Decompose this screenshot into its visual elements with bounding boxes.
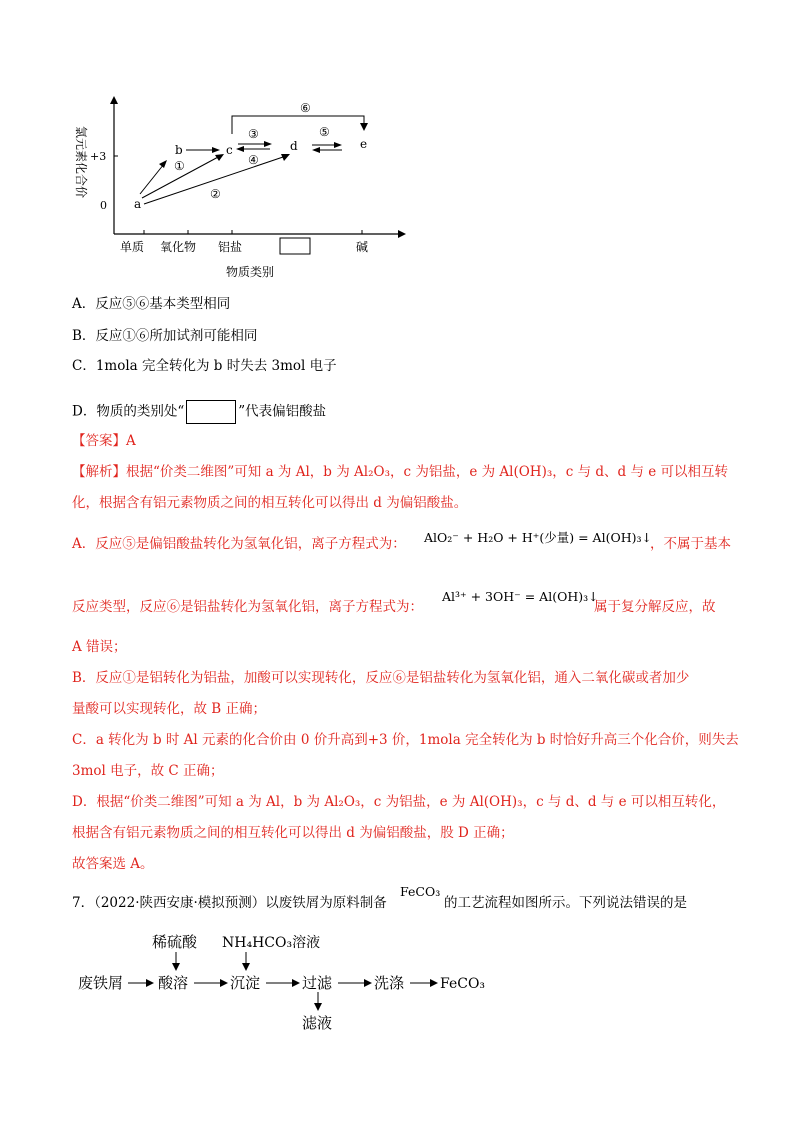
arrow-b-c-head — [212, 147, 220, 153]
x-tick-al-salt: 铝盐 — [218, 240, 243, 254]
analysis-b1: B．反应①是铝转化为铝盐，加酸可以实现转化，反应⑥是铝盐转化为氢氧化铝，通入二氧化碳或者加少 — [72, 670, 690, 686]
flow-arrow-1-head — [146, 979, 154, 987]
option-a: A．反应⑤⑥基本类型相同 — [72, 296, 231, 312]
flow-arrow-2-head — [220, 979, 228, 987]
option-b: B．反应①⑥所加试剂可能相同 — [72, 328, 258, 344]
flow-arrow-4-head — [364, 979, 372, 987]
analysis-c1: C．a 转化为 b 时 Al 元素的化合价由 0 价升高到+3 价，1mola 完全转化为 b 时恰好升高三个化合价，则失去 — [72, 732, 739, 748]
flow-filtrate: 滤液 — [302, 1014, 333, 1032]
x-tick-oxide: 氧化物 — [160, 240, 197, 254]
flow-step-acid-dissolve: 酸溶 — [158, 974, 189, 992]
arrow-c-e-head — [360, 123, 368, 131]
option-d — [72, 400, 326, 424]
analysis-c2: 3mol 电子，故 C 正确； — [72, 763, 224, 779]
point-a: a — [134, 197, 142, 211]
analysis-b2: 量酸可以实现转化，故 B 正确； — [72, 701, 267, 717]
analysis-a-suffix: ，不属于基本 — [650, 536, 731, 552]
x-tick-elemental: 单质 — [120, 240, 145, 254]
reaction-label-6: ⑥ — [300, 101, 311, 115]
x-tick-base: 碱 — [356, 240, 369, 254]
flow-step-scrap-iron: 废铁屑 — [78, 974, 124, 992]
flow-reagent-1: 稀硫酸 — [152, 933, 198, 951]
arrow-d-e-head — [334, 142, 342, 148]
reaction-label-2: ② — [210, 187, 221, 201]
flow-step-product: FeCO₃ — [440, 976, 486, 992]
analysis-a3: A 错误； — [72, 639, 127, 655]
x-tick-blank-box — [280, 238, 310, 254]
option-d-suffix: ”代表偏铝酸盐 — [238, 403, 327, 420]
flow-reagent-2: NH₄HCO₃溶液 — [222, 935, 321, 951]
flow-arrow-reagent-1-head — [172, 963, 180, 971]
flow-step-precipitate: 沉淀 — [230, 974, 261, 992]
flow-arrow-3-head — [292, 979, 300, 987]
answer: 【答案】A — [72, 433, 136, 449]
arrow-a-b — [140, 164, 164, 194]
analysis-line-2: 化，根据含有铝元素物质之间的相互转化可以得出 d 为偏铝酸盐。 — [72, 495, 468, 511]
formula-alo2-reaction: AlO₂⁻ + H₂O + H⁺(少量) = Al(OH)₃↓ — [424, 530, 652, 545]
point-c: c — [226, 143, 233, 157]
reaction-label-1: ① — [174, 159, 185, 173]
point-e: e — [360, 137, 368, 151]
reaction-label-4: ④ — [248, 153, 259, 167]
analysis-a2-prefix: 反应类型，反应⑥是铝盐转化为氢氧化铝，离子方程式为： — [72, 599, 423, 615]
y-axis-label: 氯元素化合价 — [74, 126, 88, 199]
y-axis-arrow — [110, 96, 118, 104]
formula-al3-reaction: Al³⁺ + 3OH⁻ = Al(OH)₃↓ — [442, 589, 599, 604]
point-d: d — [290, 139, 298, 153]
flow-arrow-5-head — [430, 979, 438, 987]
y-tick-plus3: +3 — [90, 150, 107, 163]
q7-stem-suffix: 的工艺流程如图所示。下列说法错误的是 — [444, 895, 687, 911]
analysis-a2-suffix: 属于复分解反应，故 — [594, 599, 716, 615]
x-axis-arrow — [398, 230, 406, 238]
flow-arrow-reagent-2-head — [242, 963, 250, 971]
arrow-c-d-head — [264, 141, 272, 147]
analysis-tag: 【解析】 — [72, 464, 126, 480]
arrow-d-c-head — [236, 146, 244, 152]
analysis-line-1 — [72, 462, 728, 482]
option-d-prefix: D．物质的类别处“ — [72, 403, 185, 420]
option-d-blank-box — [186, 400, 236, 424]
process-flow-diagram — [72, 930, 502, 1034]
valence-class-chart — [60, 92, 420, 288]
q7-stem-formula: FeCO₃ — [400, 884, 441, 899]
flow-step-wash: 洗涤 — [374, 974, 405, 992]
point-b: b — [175, 143, 183, 157]
flow-step-filter: 过滤 — [302, 974, 333, 992]
analysis-conclusion: 故答案选 A。 — [72, 856, 154, 872]
x-axis-label: 物质类别 — [226, 265, 275, 279]
analysis-text-1: 根据“价类二维图”可知 a 为 Al，b 为 Al₂O₃，c 为铝盐，e 为 Al(OH)₃，c 与 d、d 与 e 可以相互转 — [126, 464, 729, 480]
arrow-a-b-head — [159, 160, 167, 168]
flow-arrow-filtrate-head — [314, 1003, 322, 1011]
reaction-label-3: ③ — [248, 127, 259, 141]
arrow-e-d-head — [312, 147, 320, 153]
analysis-d1: D．根据“价类二维图”可知 a 为 Al，b 为 Al₂O₃，c 为铝盐，e 为 Al(OH)₃，c 与 d、d 与 e 可以相互转化， — [72, 794, 726, 810]
analysis-a-prefix: A．反应⑤是偏铝酸盐转化为氢氧化铝，离子方程式为： — [72, 536, 406, 552]
y-tick-zero: 0 — [100, 199, 107, 212]
q7-stem-prefix: 7．（2022·陕西安康·模拟预测）以废铁屑为原料制备 — [72, 895, 387, 911]
analysis-d2: 根据含有铝元素物质之间的相互转化可以得出 d 为偏铝酸盐，股 D 正确； — [72, 825, 514, 841]
reaction-label-5: ⑤ — [319, 125, 330, 139]
option-c: C．1mola 完全转化为 b 时失去 3mol 电子 — [72, 358, 337, 374]
